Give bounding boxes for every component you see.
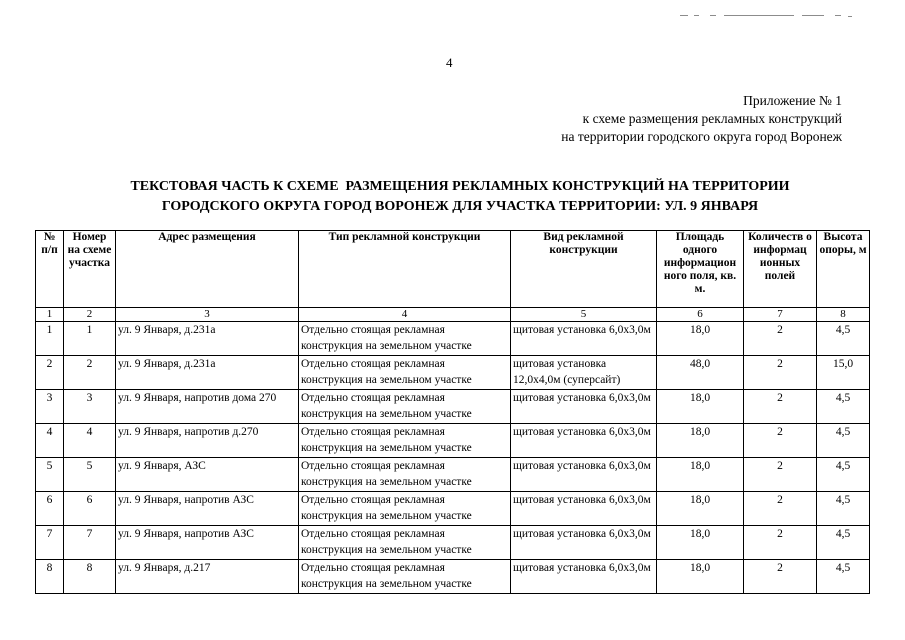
cell-height: 4,5 bbox=[817, 424, 870, 458]
cell-area: 18,0 bbox=[657, 492, 744, 526]
header-cell-structure-type: Тип рекламной конструкции bbox=[299, 231, 511, 308]
cell-field-count: 2 bbox=[744, 390, 817, 424]
cell-address: ул. 9 Января, напротив АЗС bbox=[116, 526, 299, 560]
column-number: 8 bbox=[817, 308, 870, 322]
table-row bbox=[36, 526, 870, 560]
cell-structure-kind: щитовая установка 6,0х3,0м bbox=[511, 560, 657, 594]
cell-structure-kind: щитовая установка 6,0х3,0м bbox=[511, 424, 657, 458]
cell-index: 1 bbox=[36, 322, 64, 356]
cell-height: 4,5 bbox=[817, 458, 870, 492]
cell-scheme-number: 5 bbox=[64, 458, 116, 492]
cell-address: ул. 9 Января, напротив д.270 bbox=[116, 424, 299, 458]
cell-height: 4,5 bbox=[817, 322, 870, 356]
table-row bbox=[36, 458, 870, 492]
cell-structure-kind: щитовая установка 6,0х3,0м bbox=[511, 492, 657, 526]
cell-index: 7 bbox=[36, 526, 64, 560]
table-row bbox=[36, 560, 870, 594]
column-number: 4 bbox=[299, 308, 511, 322]
cell-structure-kind: щитовая установка 12,0х4,0м (суперсайт) bbox=[511, 356, 657, 390]
cell-address: ул. 9 Января, напротив АЗС bbox=[116, 492, 299, 526]
cell-field-count: 2 bbox=[744, 560, 817, 594]
table-row bbox=[36, 424, 870, 458]
cell-structure-type: Отдельно стоящая рекламная конструкция на земельном участке bbox=[299, 560, 511, 594]
cell-structure-kind: щитовая установка 6,0х3,0м bbox=[511, 526, 657, 560]
cell-area: 48,0 bbox=[657, 356, 744, 390]
appendix-line-3: на территории городского округа город Воронеж bbox=[561, 129, 842, 144]
column-number: 1 bbox=[36, 308, 64, 322]
title-line-2: ГОРОДСКОГО ОКРУГА ГОРОД ВОРОНЕЖ ДЛЯ УЧАСТКА ТЕРРИТОРИИ: УЛ. 9 ЯНВАРЯ bbox=[161, 199, 759, 214]
cell-scheme-number: 3 bbox=[64, 390, 116, 424]
cell-field-count: 2 bbox=[744, 356, 817, 390]
column-number-row bbox=[36, 308, 870, 322]
cell-address: ул. 9 Января, АЗС bbox=[116, 458, 299, 492]
cell-area: 18,0 bbox=[657, 526, 744, 560]
column-number: 2 bbox=[64, 308, 116, 322]
cell-address: ул. 9 Января, д.231а bbox=[116, 322, 299, 356]
header-cell-field-count: Количеств о информац ионных полей bbox=[744, 231, 817, 308]
header-cell-address: Адрес размещения bbox=[116, 231, 299, 308]
cell-structure-type: Отдельно стоящая рекламная конструкция на земельном участке bbox=[299, 390, 511, 424]
column-number: 3 bbox=[116, 308, 299, 322]
cell-height: 4,5 bbox=[817, 560, 870, 594]
column-number: 7 bbox=[744, 308, 817, 322]
cell-structure-type: Отдельно стоящая рекламная конструкция на земельном участке bbox=[299, 322, 511, 356]
cell-address: ул. 9 Января, д.217 bbox=[116, 560, 299, 594]
cell-scheme-number: 4 bbox=[64, 424, 116, 458]
cell-scheme-number: 1 bbox=[64, 322, 116, 356]
cell-scheme-number: 2 bbox=[64, 356, 116, 390]
cell-index: 2 bbox=[36, 356, 64, 390]
cell-height: 4,5 bbox=[817, 390, 870, 424]
cell-area: 18,0 bbox=[657, 390, 744, 424]
cell-index: 8 bbox=[36, 560, 64, 594]
ad-structures-table bbox=[35, 230, 870, 594]
cell-address: ул. 9 Января, д.231а bbox=[116, 356, 299, 390]
cell-structure-type: Отдельно стоящая рекламная конструкция на земельном участке bbox=[299, 424, 511, 458]
appendix-block bbox=[561, 92, 842, 146]
table-row bbox=[36, 356, 870, 390]
header-cell-scheme-number: Номер на схеме участка bbox=[64, 231, 116, 308]
cell-structure-kind: щитовая установка 6,0х3,0м bbox=[511, 322, 657, 356]
appendix-line-2: к схеме размещения рекламных конструкций bbox=[582, 111, 842, 126]
table-row bbox=[36, 492, 870, 526]
table-row bbox=[36, 390, 870, 424]
header-cell-index: № п/п bbox=[36, 231, 64, 308]
title-line-1: ТЕКСТОВАЯ ЧАСТЬ К СХЕМЕ РАЗМЕЩЕНИЯ РЕКЛАМНЫХ КОНСТРУКЦИЙ НА ТЕРРИТОРИИ bbox=[130, 179, 790, 194]
table-row bbox=[36, 322, 870, 356]
cell-field-count: 2 bbox=[744, 322, 817, 356]
cell-field-count: 2 bbox=[744, 458, 817, 492]
column-number: 6 bbox=[657, 308, 744, 322]
cell-height: 4,5 bbox=[817, 526, 870, 560]
header-cell-height: Высота опоры, м bbox=[817, 231, 870, 308]
cell-structure-type: Отдельно стоящая рекламная конструкция на земельном участке bbox=[299, 356, 511, 390]
appendix-line-1: Приложение № 1 bbox=[743, 93, 842, 108]
cell-structure-kind: щитовая установка 6,0х3,0м bbox=[511, 458, 657, 492]
cell-height: 15,0 bbox=[817, 356, 870, 390]
cell-structure-type: Отдельно стоящая рекламная конструкция на земельном участке bbox=[299, 492, 511, 526]
cell-area: 18,0 bbox=[657, 424, 744, 458]
cell-address: ул. 9 Января, напротив дома 270 bbox=[116, 390, 299, 424]
page-number: 4 bbox=[446, 55, 453, 70]
cell-field-count: 2 bbox=[744, 424, 817, 458]
cell-structure-kind: щитовая установка 6,0х3,0м bbox=[511, 390, 657, 424]
scan-artifact-marks bbox=[680, 12, 870, 18]
cell-index: 5 bbox=[36, 458, 64, 492]
cell-scheme-number: 7 bbox=[64, 526, 116, 560]
cell-area: 18,0 bbox=[657, 560, 744, 594]
column-number: 5 bbox=[511, 308, 657, 322]
header-cell-area: Площадь одного информацион ного поля, кв. м. bbox=[657, 231, 744, 308]
cell-field-count: 2 bbox=[744, 526, 817, 560]
table-header-row bbox=[36, 231, 870, 308]
cell-area: 18,0 bbox=[657, 322, 744, 356]
cell-structure-type: Отдельно стоящая рекламная конструкция на земельном участке bbox=[299, 526, 511, 560]
cell-index: 4 bbox=[36, 424, 64, 458]
cell-structure-type: Отдельно стоящая рекламная конструкция на земельном участке bbox=[299, 458, 511, 492]
cell-field-count: 2 bbox=[744, 492, 817, 526]
cell-index: 6 bbox=[36, 492, 64, 526]
cell-scheme-number: 6 bbox=[64, 492, 116, 526]
cell-area: 18,0 bbox=[657, 458, 744, 492]
document-title bbox=[60, 177, 860, 217]
cell-scheme-number: 8 bbox=[64, 560, 116, 594]
header-cell-structure-kind: Вид рекламной конструкции bbox=[511, 231, 657, 308]
cell-height: 4,5 bbox=[817, 492, 870, 526]
cell-index: 3 bbox=[36, 390, 64, 424]
